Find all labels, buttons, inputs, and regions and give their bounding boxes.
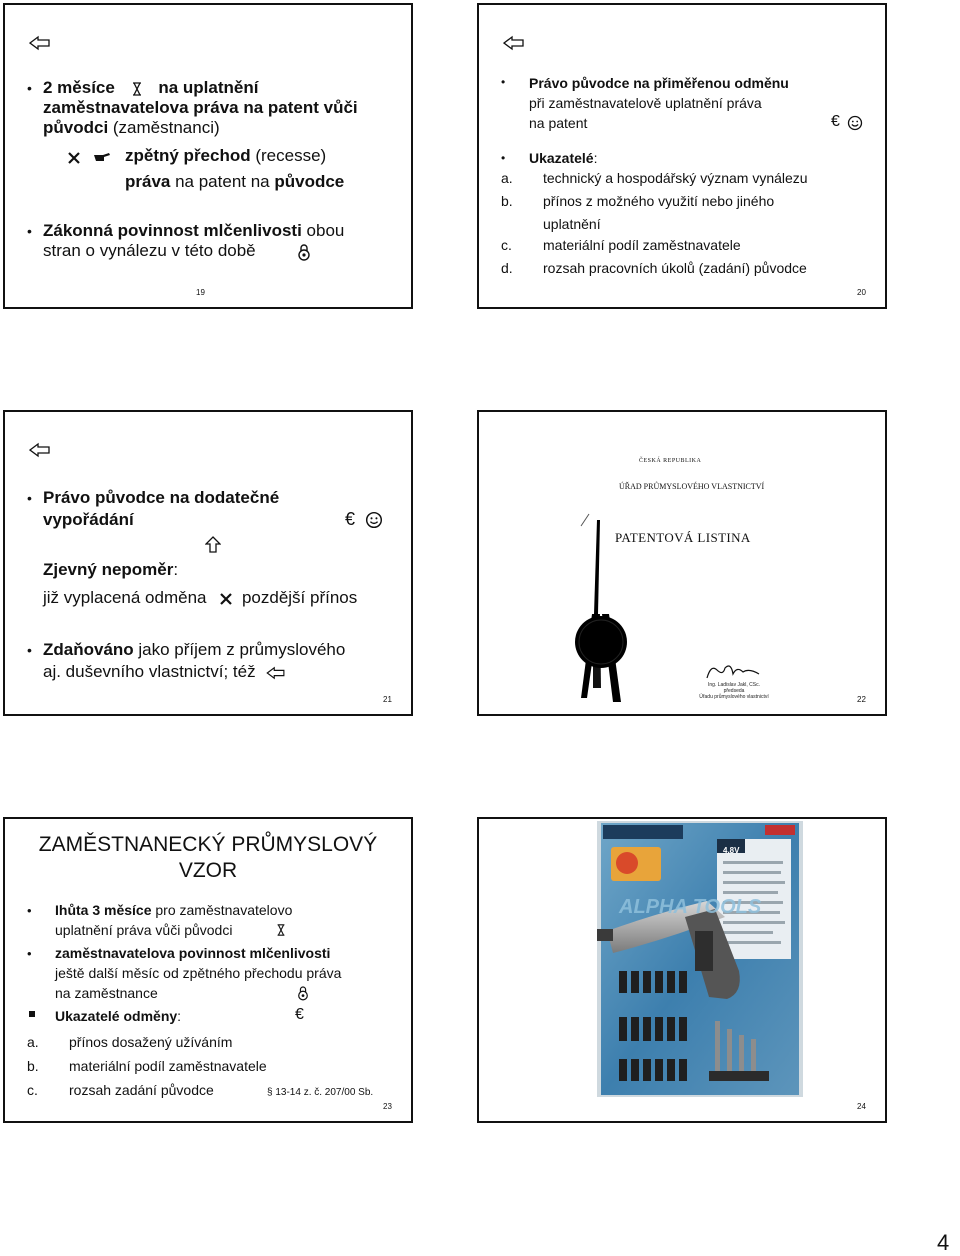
certificate-office: ÚŘAD PRŮMYSLOVÉHO VLASTNICTVÍ (619, 482, 765, 491)
line-confidentiality: Zákonná povinnost mlčenlivosti obou (43, 221, 345, 240)
certificate-country: ČESKÁ REPUBLIKA (639, 458, 702, 464)
slide-number: 22 (857, 695, 866, 704)
package-voltage: 4,8V (723, 846, 740, 855)
indicators-title: Ukazatelé odměny: (55, 1008, 182, 1024)
line-confidentiality: zaměstnavatelova povinnost mlčenlivosti (55, 945, 331, 961)
hourglass-icon (130, 82, 144, 96)
line-deadline: 2 měsíce na uplatnění (43, 78, 259, 97)
slide-title: ZAMĚSTNANECKÝ PRŮMYSLOVÝ (38, 833, 378, 856)
arrow-left-icon (266, 666, 286, 680)
line-employee: na zaměstnance (55, 985, 158, 1001)
slide-20 (477, 3, 887, 309)
slide-21 (3, 410, 413, 716)
arrow-up-icon (205, 536, 221, 554)
line-rights: práva na patent na původce (125, 172, 345, 191)
list-item: uplatnění (543, 216, 601, 232)
package-brand: ALPHA TOOLS (619, 896, 762, 918)
line-disproportion: Zjevný nepoměr: (43, 560, 179, 579)
line-intellectual-property: aj. duševního vlastnictví; též (43, 662, 286, 682)
bullet-square (29, 1011, 35, 1017)
line-claim: uplatnění práva vůči původci (55, 922, 233, 938)
line-taxation: Zdaňováno jako příjem z průmyslového (43, 640, 346, 659)
bullet-dot: • (27, 223, 32, 239)
cross-icon (219, 592, 233, 606)
euro-icon: € (345, 509, 356, 529)
line-additional-settlement: Právo původce na dodatečné (43, 488, 280, 507)
slide-23 (3, 817, 413, 1123)
line-remuneration: Právo původce na přiměřenou odměnu (529, 75, 789, 91)
product-photo (597, 821, 803, 1097)
slide-number: 19 (196, 288, 205, 297)
arrow-left-icon (503, 35, 525, 51)
bullet-dot: • (27, 80, 32, 96)
slide-number: 24 (857, 1102, 866, 1111)
list-item: a. technický a hospodářský význam vynálezu (501, 170, 808, 186)
list-item: d. rozsah pracovních úkolů (zadání) původce (501, 260, 807, 276)
line-settlement: vypořádání (43, 510, 134, 529)
line-month: ještě další měsíc od zpětného přechodu práva (55, 965, 342, 981)
bullet-dot: • (501, 75, 506, 89)
signature-block: Ing. Ladislav Jakl, CSc. předseda Úřadu průmyslového vlastnictví (699, 682, 769, 700)
line-return: zpětný přechod (recesse) (125, 146, 327, 165)
slide-title: VZOR (178, 859, 238, 882)
slide-number: 20 (857, 288, 866, 297)
list-item: c. materiální podíl zaměstnavatele (501, 237, 741, 253)
bullet-dot: • (27, 642, 32, 658)
list-item: b. materiální podíl zaměstnavatele (27, 1058, 267, 1074)
bullet-dot: • (501, 151, 506, 165)
line-comparison: již vyplacená odměna pozdější přínos (43, 588, 358, 607)
line-deadline: Ihůta 3 měsíce pro zaměstnavatelovo (55, 902, 293, 918)
list-item: b. přínos z možného využití nebo jiného (501, 193, 775, 209)
padlock-icon (297, 985, 309, 1001)
hourglass-icon (275, 924, 287, 936)
cross-icon (67, 151, 81, 165)
padlock-icon (297, 243, 311, 261)
line-originator: původci (zaměstnanci) (43, 118, 220, 137)
slide-number: 21 (383, 695, 392, 704)
line-employer-claim: při zaměstnavatelově uplatnění práva (529, 95, 762, 111)
slide-22 (477, 410, 887, 716)
euro-icon: € (295, 1006, 304, 1023)
bullet-dot: • (27, 490, 32, 506)
indicators-title: Ukazatelé: (529, 150, 598, 166)
page-number: 4 (937, 1230, 950, 1255)
smiley-icon (847, 115, 863, 131)
certificate-title: PATENTOVÁ LISTINA (615, 530, 751, 545)
bullet-dot: • (27, 903, 32, 918)
wax-seal-ribbon (569, 502, 649, 712)
slide-number: 23 (383, 1102, 392, 1111)
arrow-left-icon (29, 35, 51, 51)
signature-scribble (703, 660, 763, 684)
slide-19 (3, 3, 413, 309)
euro-icon: € (831, 113, 840, 130)
pointing-hand-icon (93, 150, 111, 164)
list-item: c. rozsah zadání původce (27, 1082, 214, 1098)
line-employer-right: zaměstnavatelova práva na patent vůči (43, 98, 358, 117)
law-reference: § 13-14 z. č. 207/00 Sb. (267, 1087, 374, 1098)
arrow-left-icon (29, 442, 51, 458)
bullet-dot: • (27, 946, 32, 961)
line-on-patent: na patent (529, 115, 588, 131)
smiley-icon (365, 511, 383, 529)
line-both-parties: stran o vynálezu v této době (43, 241, 256, 260)
slide-24 (477, 817, 887, 1123)
list-item: a. přínos dosažený užíváním (27, 1034, 233, 1050)
